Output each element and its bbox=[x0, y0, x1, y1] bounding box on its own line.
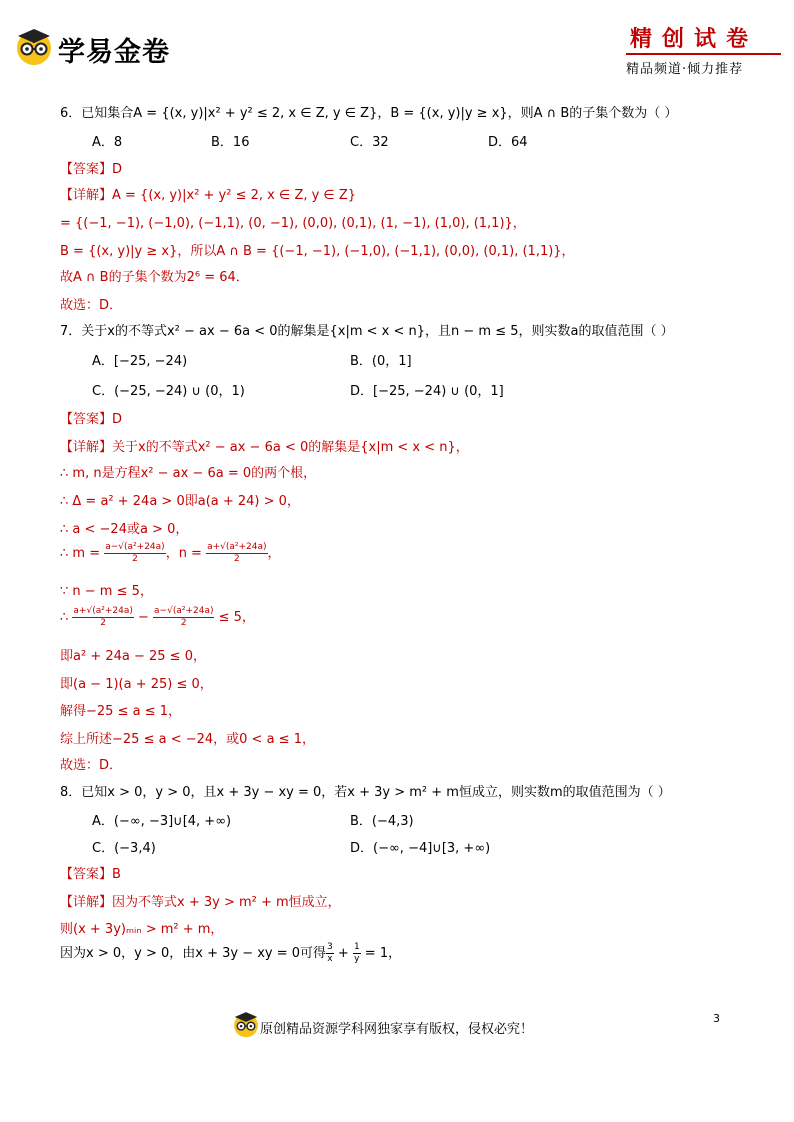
q7-option-a: A．[−25, −24) bbox=[92, 354, 188, 369]
q7-option-b: B．(0，1] bbox=[350, 354, 412, 369]
q8-option-a: A．(−∞, −3]∪[4, +∞) bbox=[92, 814, 232, 829]
q7-detail-line-3: ∴ Δ = a² + 24a > 0即a(a + 24) > 0， bbox=[60, 494, 300, 509]
q7-detail-line-5: ∴ m = $\frac{\text{a−√(a²+24a)}}{2}$ ，n = $\frac{\text{a+√(a²+24a)}}{2}$ ， bbox=[60, 542, 281, 564]
q8-detail-line-1: 【详解】因为不等式x + 3y > m² + m恒成立， bbox=[60, 895, 341, 910]
q8-detail-line-3: 因为x > 0，y > 0，由x + 3y − xy = 0可得 $\frac{3}{x}$ + $\frac{1}{y}$ = 1， bbox=[60, 942, 402, 964]
q7-detail-line-10: 解得−25 ≤ a ≤ 1， bbox=[60, 704, 181, 719]
logo-icon bbox=[14, 26, 54, 66]
q7-detail-line-11: 综上所述−25 ≤ a < −24，或0 < a ≤ 1， bbox=[60, 732, 315, 747]
footer-copyright: 原创精品资源学科网独家享有版权，侵权必究！ bbox=[260, 1022, 534, 1037]
q7-option-c: C．(−25, −24) ∪ (0，1) bbox=[92, 384, 245, 399]
q8-option-c: C．(−3,4) bbox=[92, 841, 156, 856]
fraction: $\frac{\text{a−√(a²+24a)}}{2}$ bbox=[154, 606, 214, 628]
q8-option-d: D．(−∞, −4]∪[3, +∞) bbox=[350, 841, 491, 856]
fraction: $\frac{\text{a−√(a²+24a)}}{2}$ bbox=[105, 542, 165, 564]
logo-text: 学易金卷 bbox=[58, 37, 170, 68]
q7-option-d: D．[−25, −24) ∪ (0，1] bbox=[350, 384, 504, 399]
q7-answer: 【答案】D bbox=[60, 412, 123, 427]
q7-conclusion: 故选：D． bbox=[60, 758, 123, 773]
q6-detail-line-3: B = {(x, y)|y ≥ x}，所以A ∩ B = {(−1, −1), (−1,0), (−1,1), (0,0), (0,1), (1,1)}， bbox=[60, 244, 575, 259]
q8-answer: 【答案】B bbox=[60, 867, 121, 882]
q6-option-a: A．8 bbox=[92, 135, 123, 150]
fraction: $\frac{\text{a+√(a²+24a)}}{2}$ bbox=[73, 606, 133, 628]
q6-answer: 【答案】D bbox=[60, 162, 123, 177]
q7-detail-line-8: 即a² + 24a − 25 ≤ 0， bbox=[60, 649, 206, 664]
footer-logo-icon bbox=[232, 1010, 260, 1038]
q6-detail-line-2: = {(−1, −1), (−1,0), (−1,1), (0, −1), (0,0), (0,1), (1, −1), (1,0), (1,1)}， bbox=[60, 216, 526, 231]
q8-detail-line-2: 则(x + 3y)ₘᵢₙ > m² + m， bbox=[60, 922, 224, 937]
q7-detail-line-9: 即(a − 1)(a + 25) ≤ 0， bbox=[60, 677, 213, 692]
q6-detail-line-1: 【详解】A = {(x, y)|x² + y² ≤ 2, x ∈ Z, y ∈ Z} bbox=[60, 188, 357, 203]
brand-divider bbox=[626, 53, 781, 55]
q7-detail-line-7: ∴ $\frac{\text{a+√(a²+24a)}}{2}$ − $\frac{\text{a−√(a²+24a)}}{2}$ ≤ 5， bbox=[60, 606, 255, 628]
fraction: $\frac{\text{a+√(a²+24a)}}{2}$ bbox=[207, 542, 267, 564]
fraction: $\frac{1}{y}$ bbox=[353, 942, 360, 964]
q6-option-c: C．32 bbox=[350, 135, 389, 150]
q6-conclusion: 故选：D． bbox=[60, 298, 123, 313]
brand-subtitle: 精品频道·倾力推荐 bbox=[626, 62, 744, 77]
q7-detail-line-2: ∴ m, n是方程x² − ax − 6a = 0的两个根， bbox=[60, 466, 317, 481]
q7-detail-line-6: ∵ n − m ≤ 5， bbox=[60, 584, 153, 599]
question-6: 6．已知集合A = {(x, y)|x² + y² ≤ 2, x ∈ Z, y ∈ Z}，B = {(x, y)|y ≥ x}，则A ∩ B的子集个数为（ ） bbox=[60, 106, 678, 121]
q6-detail-line-4: 故A ∩ B的子集个数为2⁶ = 64． bbox=[60, 270, 249, 285]
q7-detail-line-1: 【详解】关于x的不等式x² − ax − 6a < 0的解集是{x|m < x < n}， bbox=[60, 440, 469, 455]
q8-option-b: B．(−4,3) bbox=[350, 814, 414, 829]
q7-detail-line-4: ∴ a < −24或a > 0， bbox=[60, 522, 189, 537]
question-8: 8．已知x > 0，y > 0，且x + 3y − xy = 0，若x + 3y > m² + m恒成立，则实数m的取值范围为（ ） bbox=[60, 785, 671, 800]
q6-option-d: D．64 bbox=[488, 135, 528, 150]
page-number: 3 bbox=[713, 1012, 720, 1025]
q6-option-b: B．16 bbox=[211, 135, 250, 150]
question-7: 7．关于x的不等式x² − ax − 6a < 0的解集是{x|m < x < n}，且n − m ≤ 5，则实数a的取值范围（ ） bbox=[60, 324, 674, 339]
fraction: $\frac{3}{x}$ bbox=[327, 942, 333, 964]
brand-title: 精创试卷 bbox=[630, 26, 759, 52]
